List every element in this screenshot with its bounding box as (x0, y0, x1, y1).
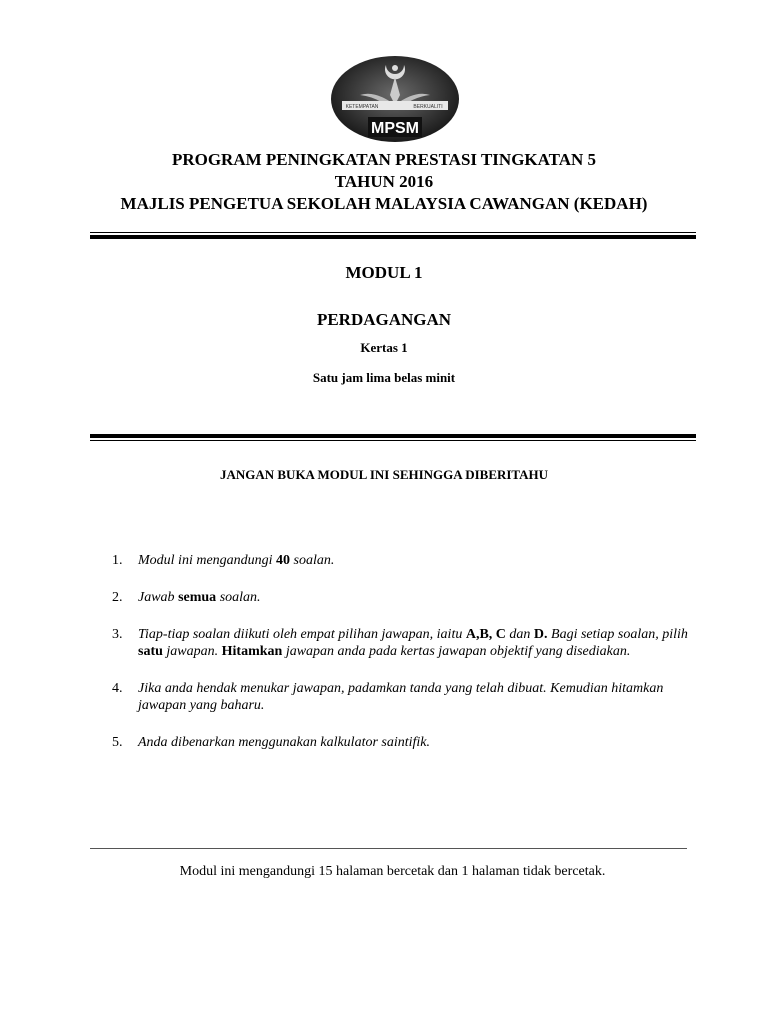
instruction-number: 1. (112, 553, 123, 568)
instruction-text: jawapan. (162, 644, 222, 659)
instruction-item (112, 626, 697, 660)
instruction-emphasis: satu (138, 644, 163, 659)
instruction-emphasis: 40 (276, 553, 291, 568)
svg-text:MPSM: MPSM (371, 120, 419, 137)
instruction-text: soalan. (290, 553, 335, 568)
paper-label: Kertas 1 (360, 340, 408, 355)
instruction-emphasis: D. (533, 627, 548, 642)
instruction-item (112, 589, 697, 606)
instruction-emphasis: Hitamkan (221, 644, 283, 659)
instruction-text: Jawab (138, 590, 179, 605)
svg-text:KETEMPATAN: KETEMPATAN (345, 104, 379, 110)
instruction-emphasis: A,B, C (465, 627, 506, 642)
instruction-text: soalan. (216, 590, 261, 605)
warning-text: JANGAN BUKA MODUL INI SEHINGGA DIBERITAHU (219, 467, 549, 482)
instruction-text: jawapan anda pada kertas jawapan objektif yang disediakan. (282, 644, 631, 659)
divider-top (90, 232, 696, 239)
svg-text:BERKUALITI: BERKUALITI (413, 104, 443, 110)
subject-title: PERDAGANGAN (316, 310, 452, 329)
instruction-number: 2. (112, 590, 123, 605)
instruction-text: Tiap-tiap soalan diikuti oleh empat pilihan jawapan, iaitu (138, 627, 466, 642)
instruction-item (112, 680, 697, 714)
header-line-1: PROGRAM PENINGKATAN PRESTASI TINGKATAN 5 (171, 150, 597, 169)
instruction-item (112, 734, 697, 751)
header-line-3: MAJLIS PENGETUA SEKOLAH MALAYSIA CAWANGAN (KEDAH) (120, 194, 648, 213)
divider-middle (90, 434, 696, 441)
instruction-item (112, 552, 697, 569)
instruction-text: Anda dibenarkan menggunakan kalkulator saintifik. (138, 735, 431, 750)
instruction-number: 3. (112, 627, 123, 642)
duration-label: Satu jam lima belas minit (312, 370, 456, 385)
instruction-list (112, 552, 697, 771)
instruction-text: Modul ini mengandungi (138, 553, 277, 568)
instruction-number: 4. (112, 681, 123, 696)
footer-divider (90, 848, 687, 849)
footer-note: Modul ini mengandungi 15 halaman bercetak dan 1 halaman tidak bercetak. (179, 864, 606, 879)
instruction-text: Bagi setiap soalan, pilih (547, 627, 688, 642)
module-title: MODUL 1 (345, 263, 423, 282)
header-line-2: TAHUN 2016 (334, 172, 434, 191)
instruction-text: Jika anda hendak menukar jawapan, padamkan tanda yang telah dibuat. Kemudian hitamkan jawapan yang baharu. (138, 681, 664, 713)
mpsm-logo (330, 55, 460, 147)
instruction-text: dan (505, 627, 534, 642)
instruction-number: 5. (112, 735, 123, 750)
instruction-emphasis: semua (178, 590, 217, 605)
